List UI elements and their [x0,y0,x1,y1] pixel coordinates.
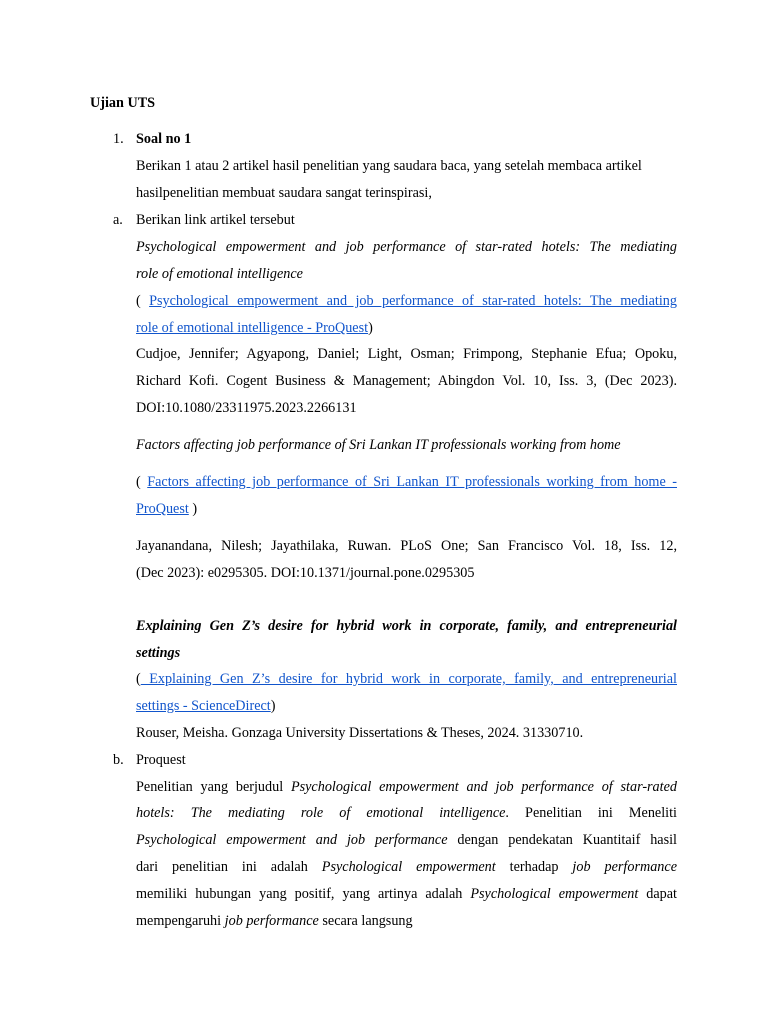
article-2-link-line [136,472,677,492]
item-a-label: Berikan link artikel tersebut [136,212,295,228]
list-marker-a: a. [113,212,123,228]
summary-paragraph-line [136,857,677,877]
summary-emphasis: Psychological empowerment and job performance of star-rated [290,779,677,795]
summary-text: dari penelitian ini adalah [136,859,322,875]
close-paren: ) [188,501,198,517]
article-1-citation: Richard Kofi. Cogent Business & Management; Abingdon Vol. 10, Iss. 3, (Dec 2023). [136,373,677,389]
summary-paragraph-line [136,830,677,850]
article-2-link[interactable]: Factors affecting job performance of Sri Lankan IT professionals working from home - [147,474,677,490]
article-2-link-line [136,499,197,519]
article-2-link[interactable]: ProQuest [136,501,189,517]
summary-text: Penelitian yang berjudul [136,779,291,795]
summary-emphasis: job performance [224,913,319,929]
article-3-link-line [136,669,677,689]
document-heading: Ujian UTS [90,95,156,111]
article-2-citation: Jayanandana, Nilesh; Jayathilaka, Ruwan. PLoS One; San Francisco Vol. 18, Iss. 12, [136,538,677,554]
summary-text: mempengaruhi [136,913,225,929]
article-3-title: settings [136,645,181,661]
summary-text: terhadap [495,859,573,875]
summary-paragraph-line [136,911,413,931]
summary-text: memiliki hubungan yang positif, yang artinya adalah [136,886,471,902]
list-number-1: 1. [113,131,124,147]
summary-text: dengan pendekatan Kuantitaif hasil [447,832,677,848]
article-3-link[interactable]: Explaining Gen Z’s desire for hybrid work in corporate, family, and entrepreneurial [140,671,677,687]
article-1-link-line [136,291,677,311]
question-intro-line: Berikan 1 atau 2 artikel hasil penelitian yang saudara baca, yang setelah membaca artikel [136,158,642,174]
article-2-title: Factors affecting job performance of Sri Lankan IT professionals working from home [136,437,621,453]
article-3-citation: Rouser, Meisha. Gonzaga University Dissertations & Theses, 2024. 31330710. [136,725,584,741]
question-intro-line: hasilpenelitian membuat saudara sangat terinspirasi, [136,185,432,201]
article-2-citation: (Dec 2023): e0295305. DOI:10.1371/journal.pone.0295305 [136,565,475,581]
summary-emphasis: hotels: The mediating role of emotional intelligence [136,805,506,821]
summary-text: . Penelitian ini Meneliti [505,805,677,821]
article-1-title: Psychological empowerment and job performance of star-rated hotels: The mediating [136,239,677,255]
summary-emphasis: Psychological empowerment [321,859,496,875]
summary-emphasis: Psychological empowerment [470,886,639,902]
summary-text: secara langsung [318,913,413,929]
question-title: Soal no 1 [136,131,192,147]
article-1-citation: Cudjoe, Jennifer; Agyapong, Daniel; Light, Osman; Frimpong, Stephanie Efua; Opoku, [136,346,677,362]
article-1-doi: DOI:10.1080/23311975.2023.2266131 [136,400,357,416]
open-paren: ( [136,671,141,687]
open-paren: ( [136,474,148,490]
summary-paragraph-line [136,884,677,904]
open-paren: ( [136,293,150,309]
article-3-link-line [136,696,275,716]
article-1-link[interactable]: role of emotional intelligence - ProQuest [136,320,369,336]
close-paren: ) [368,320,373,336]
summary-paragraph-line [136,803,677,823]
article-1-link-line [136,318,373,338]
article-3-title: Explaining Gen Z’s desire for hybrid work in corporate, family, and entrepreneurial [136,618,677,634]
summary-paragraph-line [136,777,677,797]
article-1-title: role of emotional intelligence [136,266,303,282]
summary-emphasis: job performance [572,859,677,875]
item-b-label: Proquest [136,752,186,768]
summary-text: dapat [638,886,677,902]
list-marker-b: b. [113,752,124,768]
article-1-link[interactable]: Psychological empowerment and job performance of star-rated hotels: The mediating [149,293,677,309]
close-paren: ) [270,698,276,714]
summary-emphasis: Psychological empowerment and job performance [136,832,448,848]
article-3-link[interactable]: settings - ScienceDirect [136,698,271,714]
